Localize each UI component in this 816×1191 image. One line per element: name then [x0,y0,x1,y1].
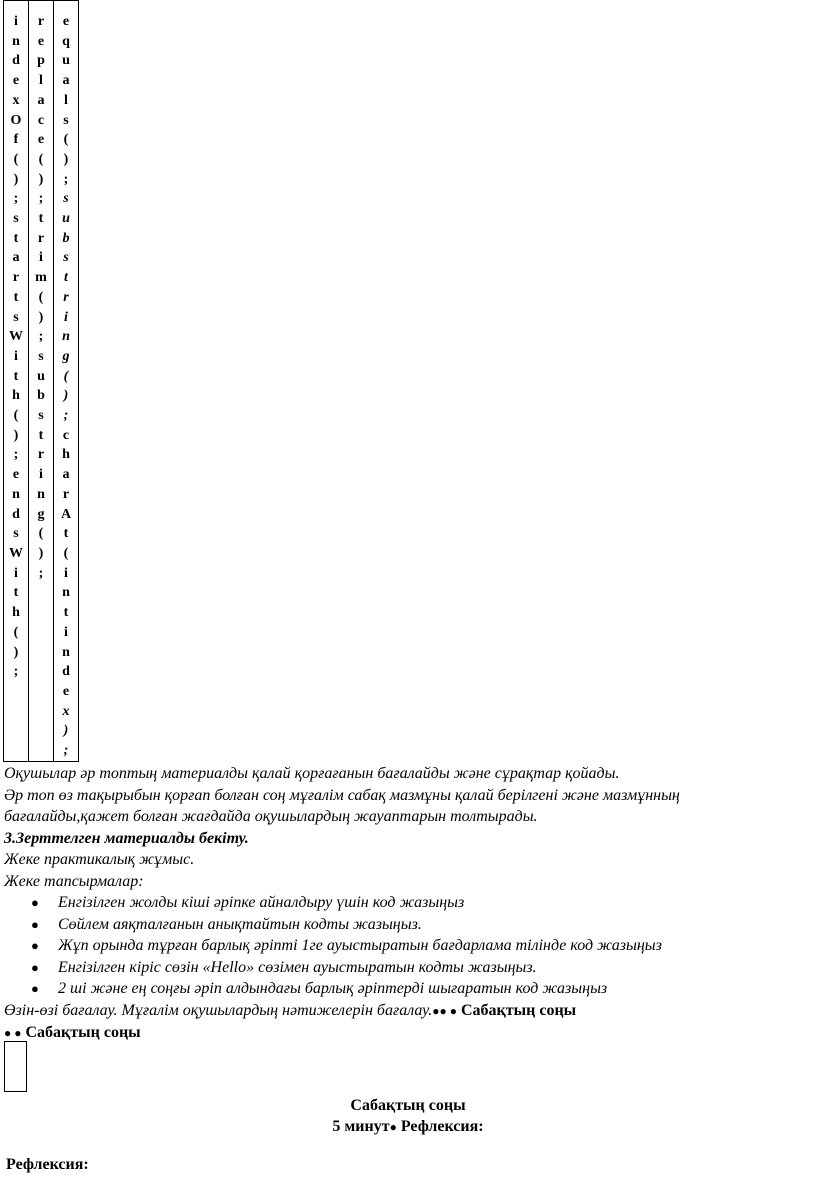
list-item [4,957,804,979]
vertical-char: ) [38,309,44,325]
vertical-char: a [62,467,70,483]
paragraph-practical-work: Жеке практикалық жұмыс. [4,851,195,868]
vertical-char: b [37,388,45,404]
vertical-char: ) [63,723,69,739]
vertical-char: ; [63,408,69,424]
vertical-char: a [12,250,20,266]
vertical-char: ) [13,427,19,443]
bullet-dots-icon: ●● ● [432,1003,457,1018]
vertical-char: s [63,250,69,266]
vertical-char: n [62,329,70,345]
vertical-char: c [62,427,70,443]
vertical-text-column [54,1,78,761]
vertical-char: t [38,211,44,227]
vertical-char: W [9,545,23,561]
vertical-char: ( [38,526,44,542]
vertical-char: ; [63,743,69,759]
vertical-char: r [12,270,20,286]
vertical-char: f [13,132,19,148]
vertical-char: t [13,289,19,305]
vertical-char: i [14,565,18,581]
vertical-char: t [13,368,19,384]
vertical-char: x [62,703,70,719]
table-cell-col-3 [54,1,79,762]
vertical-char: ( [38,289,44,305]
assessment-line-2 [4,1022,804,1045]
vertical-char: u [37,368,45,384]
vertical-char: u [62,53,70,69]
bullet-icon: ● [31,916,39,932]
vertical-char: t [13,585,19,601]
reflection-label: Рефлексия: [400,1118,484,1135]
vertical-char: s [38,408,44,424]
vertical-char: e [37,33,45,49]
vertical-char: t [64,270,68,286]
vertical-char: u [62,211,70,227]
vertical-char: i [39,467,43,483]
centered-heading-block [0,1095,816,1138]
bullet-icon: ● [31,938,39,953]
vertical-char: t [13,230,19,246]
task-text: Енгізілген жолды кіші әріпке айналдыру үшін код жазыңыз [58,894,465,911]
bullet-icon: ● [31,895,39,910]
minutes-label: 5 минут [332,1118,390,1135]
vertical-char: ( [63,545,69,561]
vertical-char: i [64,309,68,325]
vertical-char: b [62,230,70,246]
vertical-method-table [3,0,79,762]
lesson-end-label: Сабақтың соңы [25,1024,141,1041]
vertical-char: g [37,506,45,522]
vertical-char: q [62,33,70,49]
vertical-char: ( [63,368,69,384]
vertical-char: ; [13,191,19,207]
vertical-char: n [12,33,20,49]
vertical-char: n [62,644,70,660]
task-text: Енгізілген кіріс сөзін «Hello» сөзімен ауыстыратын кодты жазыңыз. [58,958,537,976]
task-text: Сөйлем аяқталғанын анықтайтын кодты жазыңыз. [58,915,422,933]
vertical-char: ) [38,545,44,561]
vertical-char: r [63,289,69,305]
section-heading: 3.Зерттелген материалды бекіту. [4,829,249,847]
vertical-char: g [62,348,70,364]
lesson-end-title: Сабақтың соңы [350,1097,466,1114]
vertical-char: e [62,683,70,699]
vertical-char: i [64,565,68,581]
paragraph-teacher-evaluation: Әр топ өз тақырыбын қорғап болған соң мұғалім сабақ мазмұны қалай берілгені және мазмұнның бағалайды,қажет болған жағдайда оқушылардың жауаптарын толтырады. [4,786,680,825]
vertical-char: ( [13,408,19,424]
lesson-end-label: Сабақтың соңы [461,1001,577,1019]
vertical-char: ; [13,447,19,463]
vertical-char: i [64,624,68,640]
empty-table-cell [4,1041,27,1092]
vertical-char: n [12,486,20,502]
document-body [4,763,804,1045]
vertical-char: p [37,53,45,69]
vertical-char: t [63,605,69,621]
bullet-icon: ● [31,981,39,996]
vertical-char: h [62,447,70,463]
vertical-char: i [14,348,18,364]
vertical-text-column [29,1,53,583]
vertical-char: A [60,506,72,522]
vertical-char: d [62,664,70,680]
list-item [4,914,804,936]
vertical-char: c [37,112,45,128]
vertical-text-column [4,1,28,682]
vertical-char: W [9,329,23,345]
assessment-text: Өзін-өзі бағалау. Мұғалім оқушылардың нәтижелерін бағалау. [4,1001,433,1019]
vertical-char: ; [63,171,69,187]
vertical-char: ) [63,388,69,404]
vertical-char: r [62,486,70,502]
vertical-char: ( [13,624,19,640]
vertical-char: s [13,309,19,325]
paragraph-individual-tasks: Жеке тапсырмалар: [4,872,144,890]
paragraph-peer-review: Оқушылар әр топтың материалды қалай қорғағанын бағалайды және сұрақтар қойады. [4,765,620,782]
vertical-char: s [13,211,19,227]
vertical-char: h [12,388,20,404]
vertical-char: O [10,112,22,128]
vertical-char: e [12,73,20,89]
vertical-char: ; [38,191,44,207]
vertical-char: h [12,605,20,621]
task-text: 2 ші және ең соңғы әріп алдындағы барлық әріптерді шығаратын код жазыңыз [58,980,608,997]
assessment-line [4,1000,804,1023]
vertical-char: ; [38,565,44,581]
vertical-char: d [12,53,20,69]
bullet-icon: ● [31,959,39,975]
list-item [4,935,804,957]
vertical-char: d [12,506,20,522]
vertical-char: s [13,526,19,542]
vertical-char: ) [63,151,69,167]
vertical-char: x [12,92,20,108]
vertical-char: ; [13,664,19,680]
vertical-char: r [37,14,45,29]
vertical-char: ; [38,329,44,345]
vertical-char: s [38,348,44,364]
vertical-char: t [63,526,69,542]
vertical-char: ) [38,171,44,187]
footer-reflection-label: Рефлексия: [6,1156,89,1173]
table-cell-col-1 [4,1,29,762]
vertical-char: r [37,447,45,463]
vertical-char: e [12,467,20,483]
minutes-reflection-line [0,1116,816,1138]
vertical-char: r [37,230,45,246]
vertical-char: e [37,132,45,148]
task-list [4,892,804,1000]
vertical-char: s [63,191,69,207]
vertical-char: n [37,486,45,502]
vertical-char: ) [13,644,19,660]
list-item [4,892,804,914]
vertical-char: ( [38,151,44,167]
bullet-dots-icon: ● ● [4,1026,22,1040]
list-item [4,978,804,1000]
vertical-char: n [62,585,70,601]
vertical-char: t [38,427,44,443]
bullet-icon: ● [389,1120,397,1134]
vertical-char: l [39,73,43,89]
vertical-char: e [62,14,70,29]
vertical-char: ( [63,132,69,148]
vertical-char: ( [13,151,19,167]
vertical-char: s [63,112,69,128]
vertical-char: a [62,73,70,89]
vertical-char: i [39,250,43,266]
vertical-char: i [14,14,18,29]
table-cell-col-2 [29,1,54,762]
vertical-char: m [35,270,47,286]
task-text: Жұп орында тұрған барлық әріпті 1ге ауыстыратын бағдарлама тілінде код жазыңыз [58,937,662,954]
vertical-char: a [37,92,45,108]
vertical-char: ) [13,171,19,187]
vertical-char: l [64,92,68,108]
